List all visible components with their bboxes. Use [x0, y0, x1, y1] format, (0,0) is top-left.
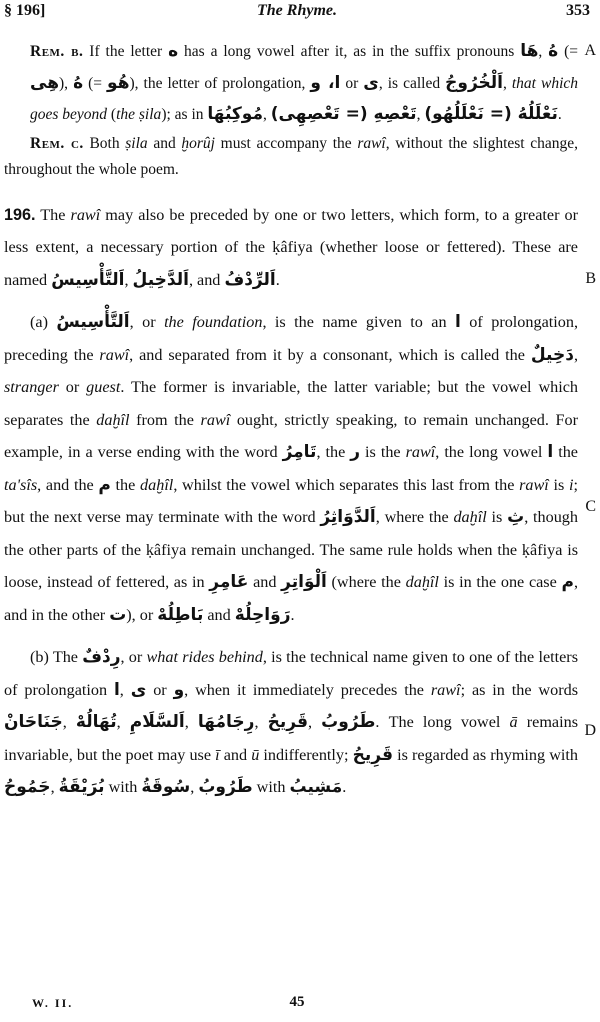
- paragraph-a-tasis: (a) اَلتَّأْسِيسُ, or the foundation, is the name given to an ا of prolongation, preceding the rawî, and separated from it by a consonant, which is called the دَخِيلٌ, stranger or guest. The former is invariable, the latter variable; but the vowel which separates the daḫîl from the rawî ought, strictly speaking, to remain unchanged. For example, in a verse ending with the word تَامِرُ, the ر is the rawî, the long vowel ا the ta'sîs, and the م the daḫîl, whilst the vowel which separates this last from the rawî is i; but the next verse may terminate with the word اَلدَّوَاثِرُ, where the daḫîl is ثِ, though the other parts of the ḳâfiya remain unchanged. The same rule holds when the ḳâfiya is loose, instead of fettered, as in عَامِرِ and اَلْوَاتِرِ (where the daḫîl is in the one case م, and in the other ت), or بَاطِلُهْ and رَوَاحِلُهْ.: [4, 312, 579, 625]
- paragraph-196: 196. The rawî may also be preceded by one or two letters, which form, to a greater or less extent, a necessary portion of the ḳâfiya (whether loose or fettered). These are named اَلتَّأْسِيسُ, اَلدَّخِيلُ, and اَلرِّدْفُ.: [4, 205, 579, 290]
- paragraph-b-ridf: (b) The رِدْفٌ, or what rides behind, is the technical name given to one of the letters of prolongation ا, ى or و, when it immediately precedes the rawî; as in the words جَنَاحَانْ, تُهَالُهْ, اَلسَّلَامِ, رِجَامُهَا, قَرِيحُ, طَرُوبُ. The long vowel ā remains invariable, but the poet may use ī and ū indifferently; قَرِيحُ is regarded as rhyming with جَمُوحُ, بُرَيْقَةُ with سُوقَةُ, طَرُوبُ with مَشِيبُ.: [4, 647, 578, 797]
- margin-letter-a: A: [584, 42, 596, 59]
- remark-b: Rem. b. If the letter ه has a long vowel after it, as in the suffix pronouns هَا, هُ (= هِى), هُ (= هُو), the letter of prolongation, ا، و or ى, is called اَلْخُرُوجُ, that which goes beyond (the ṣila); as in مُوكِبُهَا, تَعْصِهِ (= تَعْصِهِى), نَعْلَلُهُ (= نَعْلَلُهُو).: [30, 41, 579, 124]
- margin-letter-c: C: [585, 498, 596, 515]
- page-number: 353: [566, 2, 590, 19]
- signature-mark: W. II.: [32, 996, 74, 1010]
- page-header: [4, 2, 590, 26]
- page-body: [4, 36, 578, 804]
- running-title: The Rhyme.: [257, 2, 337, 19]
- margin-letter-d: D: [584, 722, 596, 739]
- section-reference: § 196]: [4, 2, 46, 19]
- remark-c: Rem. c. Both ṣila and ḫorûj must accompany the rawî, without the slightest change, throughout the whole poem.: [4, 134, 579, 178]
- footer-page-number: 45: [289, 994, 305, 1010]
- margin-letter-b: B: [585, 270, 596, 287]
- page-footer: [4, 994, 590, 1016]
